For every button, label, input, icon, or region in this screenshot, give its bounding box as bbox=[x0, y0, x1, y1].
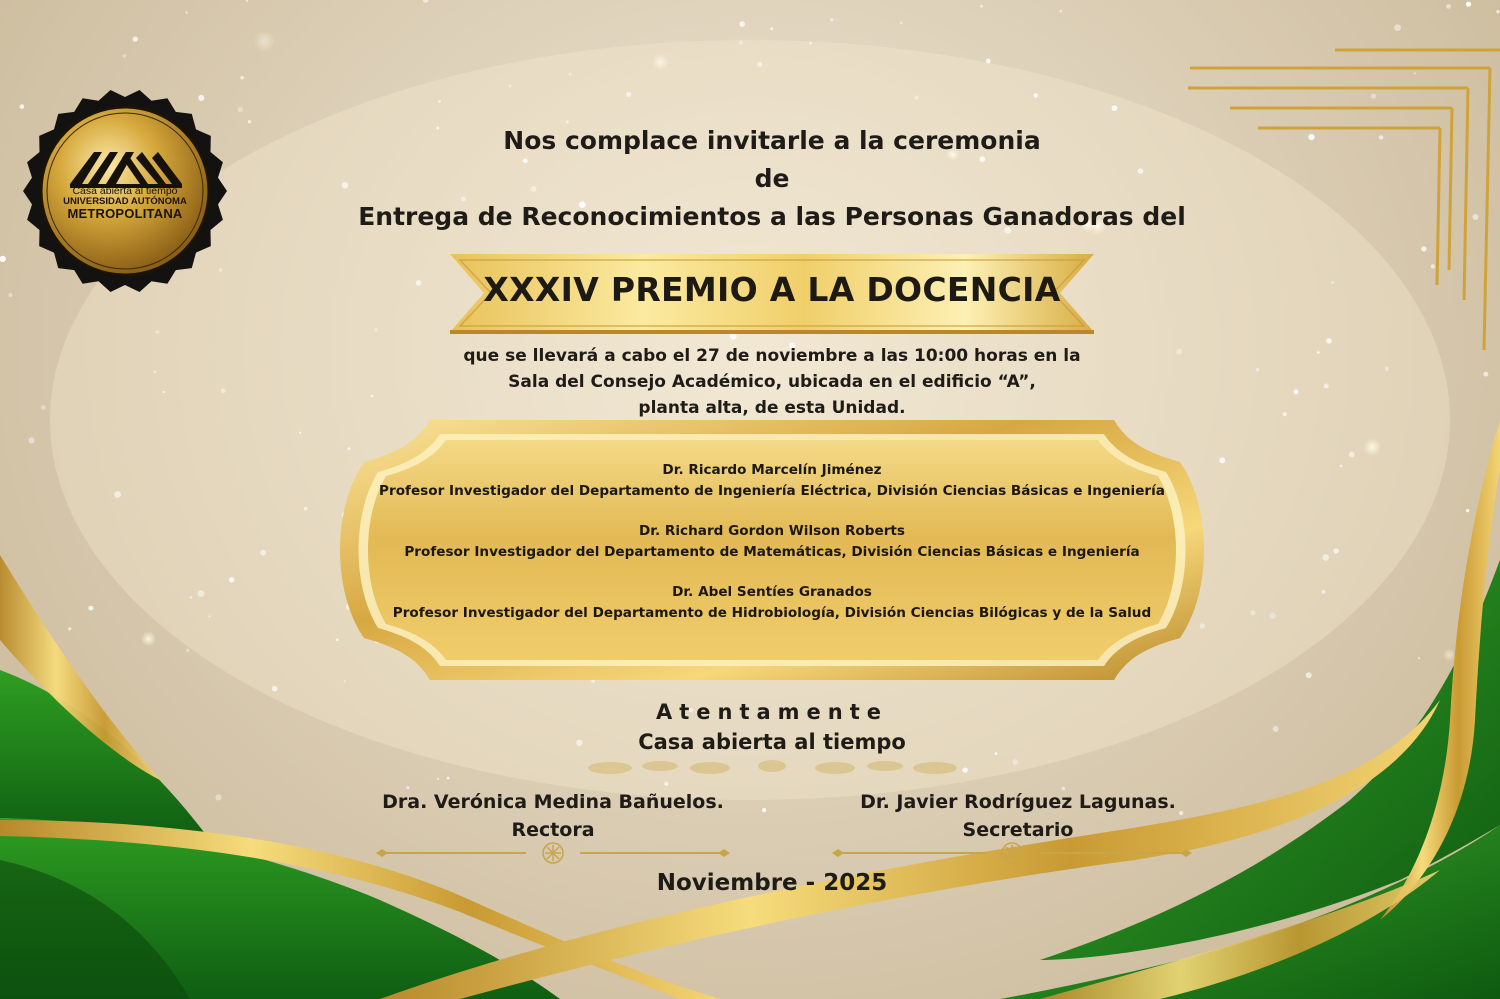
sparkle bbox=[1326, 338, 1332, 344]
sparkle bbox=[1446, 4, 1451, 9]
intro-line-3: Entrega de Reconocimientos a las Personas Ganadoras del bbox=[358, 202, 1186, 231]
sparkle bbox=[626, 92, 631, 97]
sparkle bbox=[114, 491, 121, 498]
event-date: Noviembre - 2025 bbox=[656, 870, 888, 896]
sparkle bbox=[900, 22, 903, 25]
awardee-entry bbox=[370, 460, 1174, 501]
logo-university-line2: METROPOLITANA bbox=[67, 205, 183, 221]
sparkle bbox=[1379, 135, 1384, 140]
sparkle bbox=[163, 391, 165, 393]
sparkle bbox=[438, 100, 441, 103]
sparkle bbox=[1443, 649, 1456, 662]
sparkle bbox=[980, 5, 983, 8]
sparkle bbox=[1283, 412, 1287, 416]
closing-motto: Casa abierta al tiempo bbox=[638, 730, 906, 754]
awardees-plaque bbox=[340, 418, 1204, 682]
sparkle bbox=[209, 615, 211, 617]
sparkle bbox=[1269, 613, 1276, 620]
sparkle bbox=[246, 0, 248, 2]
intro-line-1: Nos complace invitarle a la ceremonia bbox=[503, 126, 1041, 155]
sparkle bbox=[336, 638, 339, 641]
sparkle bbox=[1308, 134, 1314, 140]
sparkle bbox=[1414, 72, 1416, 74]
signature-divider-left bbox=[376, 840, 730, 866]
sparkle bbox=[215, 794, 221, 800]
sparkle bbox=[141, 631, 156, 646]
sparkle bbox=[1431, 264, 1435, 268]
sparkle bbox=[155, 330, 159, 334]
sparkle bbox=[1324, 384, 1329, 389]
signature-rectora bbox=[343, 788, 763, 844]
sparkle bbox=[238, 107, 243, 112]
sparkle bbox=[1421, 246, 1426, 251]
sparkle bbox=[1256, 368, 1259, 371]
sparkle bbox=[253, 30, 275, 52]
sparkle bbox=[190, 596, 192, 598]
awardee-name: Dr. Abel Sentíes Granados bbox=[672, 584, 872, 600]
uam-logo-seal bbox=[22, 88, 228, 294]
sparkle bbox=[1273, 726, 1279, 732]
sparkle bbox=[1349, 452, 1355, 458]
sparkle bbox=[963, 768, 968, 773]
sparkle bbox=[569, 73, 572, 76]
sparkle bbox=[1322, 554, 1329, 561]
sparkle bbox=[1363, 438, 1381, 456]
sparkle bbox=[1322, 590, 1326, 594]
details-line-3: planta alta, de esta Unidad. bbox=[638, 398, 906, 418]
sparkle bbox=[1060, 10, 1063, 13]
signer-title: Secretario bbox=[962, 819, 1074, 841]
sparkle bbox=[186, 11, 188, 13]
awardee-name: Dr. Richard Gordon Wilson Roberts bbox=[638, 523, 906, 539]
awardee-name: Dr. Ricardo Marcelín Jiménez bbox=[662, 462, 882, 478]
awardee-position: Profesor Investigador del Departamento de Hidrobiología, División Ciencias Bilógicas y de la Salud bbox=[392, 604, 1152, 621]
sparkle bbox=[1317, 351, 1320, 354]
sparkle bbox=[509, 85, 512, 88]
sparkle bbox=[1496, 10, 1499, 13]
sparkle bbox=[89, 606, 94, 611]
sparkle bbox=[0, 256, 6, 262]
sparkle bbox=[1371, 93, 1376, 98]
sparkle bbox=[41, 405, 46, 410]
sparkle bbox=[272, 686, 278, 692]
signer-name: Dr. Javier Rodríguez Lagunas. bbox=[860, 791, 1176, 813]
closing-salutation: Atentamente bbox=[655, 700, 889, 724]
sparkle bbox=[240, 76, 244, 80]
sparkle bbox=[437, 778, 439, 780]
sparkle bbox=[8, 293, 12, 297]
awardee-position: Profesor Investigador del Departamento de Matemáticas, División Ciencias Básicas e Ingeniería bbox=[404, 543, 1140, 560]
sparkle bbox=[739, 41, 743, 45]
sparkle bbox=[1219, 457, 1225, 463]
invitation-intro bbox=[300, 122, 1244, 236]
sparkle bbox=[229, 577, 234, 582]
logo-university-line1: UNIVERSIDAD AUTÓNOMA bbox=[63, 196, 187, 208]
sparkle bbox=[299, 432, 301, 434]
signature-divider-right bbox=[832, 840, 1192, 866]
sparkle bbox=[154, 371, 156, 373]
sparkle bbox=[68, 627, 71, 630]
award-title-banner bbox=[450, 250, 1094, 336]
sparkle bbox=[914, 96, 918, 100]
sparkle bbox=[1385, 367, 1389, 371]
sparkle bbox=[221, 389, 226, 394]
sparkle bbox=[1306, 672, 1312, 678]
sparkle bbox=[304, 507, 308, 511]
sparkle bbox=[198, 590, 205, 597]
sparkle bbox=[1333, 548, 1339, 554]
sparkle bbox=[1012, 759, 1018, 765]
details-line-1: que se llevará a cabo el 27 de noviembre a las 10:00 horas en la bbox=[463, 346, 1081, 366]
logo-motto: Casa abierta al tiempo bbox=[72, 185, 178, 197]
sparkle bbox=[1466, 509, 1469, 512]
sparkle bbox=[123, 54, 127, 58]
awardee-entry bbox=[370, 521, 1174, 562]
closing-block bbox=[400, 697, 1144, 757]
sparkle bbox=[1394, 24, 1401, 31]
sparkle bbox=[830, 18, 834, 22]
sparkle bbox=[1250, 610, 1255, 615]
sparkle bbox=[652, 54, 669, 71]
sparkle bbox=[1176, 349, 1182, 355]
sparkle bbox=[1112, 105, 1118, 111]
intro-line-2: de bbox=[754, 164, 790, 193]
sparkle bbox=[1483, 372, 1488, 377]
sparkle bbox=[186, 649, 189, 652]
sparkle bbox=[1473, 214, 1479, 220]
sparkle bbox=[133, 36, 138, 41]
sparkle bbox=[248, 120, 251, 123]
sparkle bbox=[423, 0, 429, 3]
sparkle bbox=[447, 777, 450, 780]
sparkle bbox=[757, 62, 762, 67]
sparkle bbox=[1294, 389, 1299, 394]
award-title: XXXIV PREMIO A LA DOCENCIA bbox=[483, 270, 1061, 309]
awardee-position: Profesor Investigador del Departamento de Ingeniería Eléctrica, División Ciencias Básicas e Ingeniería bbox=[379, 482, 1165, 499]
signer-title: Rectora bbox=[511, 819, 595, 841]
sparkle bbox=[260, 550, 266, 556]
details-line-2: Sala del Consejo Académico, ubicada en el edificio “A”, bbox=[508, 372, 1036, 392]
sparkle bbox=[374, 328, 378, 332]
sparkle bbox=[1418, 657, 1420, 659]
signature-secretario bbox=[808, 788, 1228, 844]
sparkle bbox=[664, 782, 668, 786]
sparkle bbox=[1034, 93, 1038, 97]
sparkle bbox=[416, 280, 422, 286]
sparkle bbox=[28, 437, 34, 443]
sparkle bbox=[1466, 2, 1471, 7]
sparkle bbox=[770, 27, 773, 30]
awardee-entry bbox=[370, 582, 1174, 623]
ceremony-details bbox=[370, 343, 1174, 421]
sparkle bbox=[1340, 465, 1343, 468]
sparkle bbox=[809, 42, 812, 45]
sparkle bbox=[1331, 281, 1334, 284]
signer-name: Dra. Verónica Medina Bañuelos. bbox=[382, 791, 724, 813]
sparkle bbox=[739, 21, 745, 27]
sparkle bbox=[986, 59, 991, 64]
